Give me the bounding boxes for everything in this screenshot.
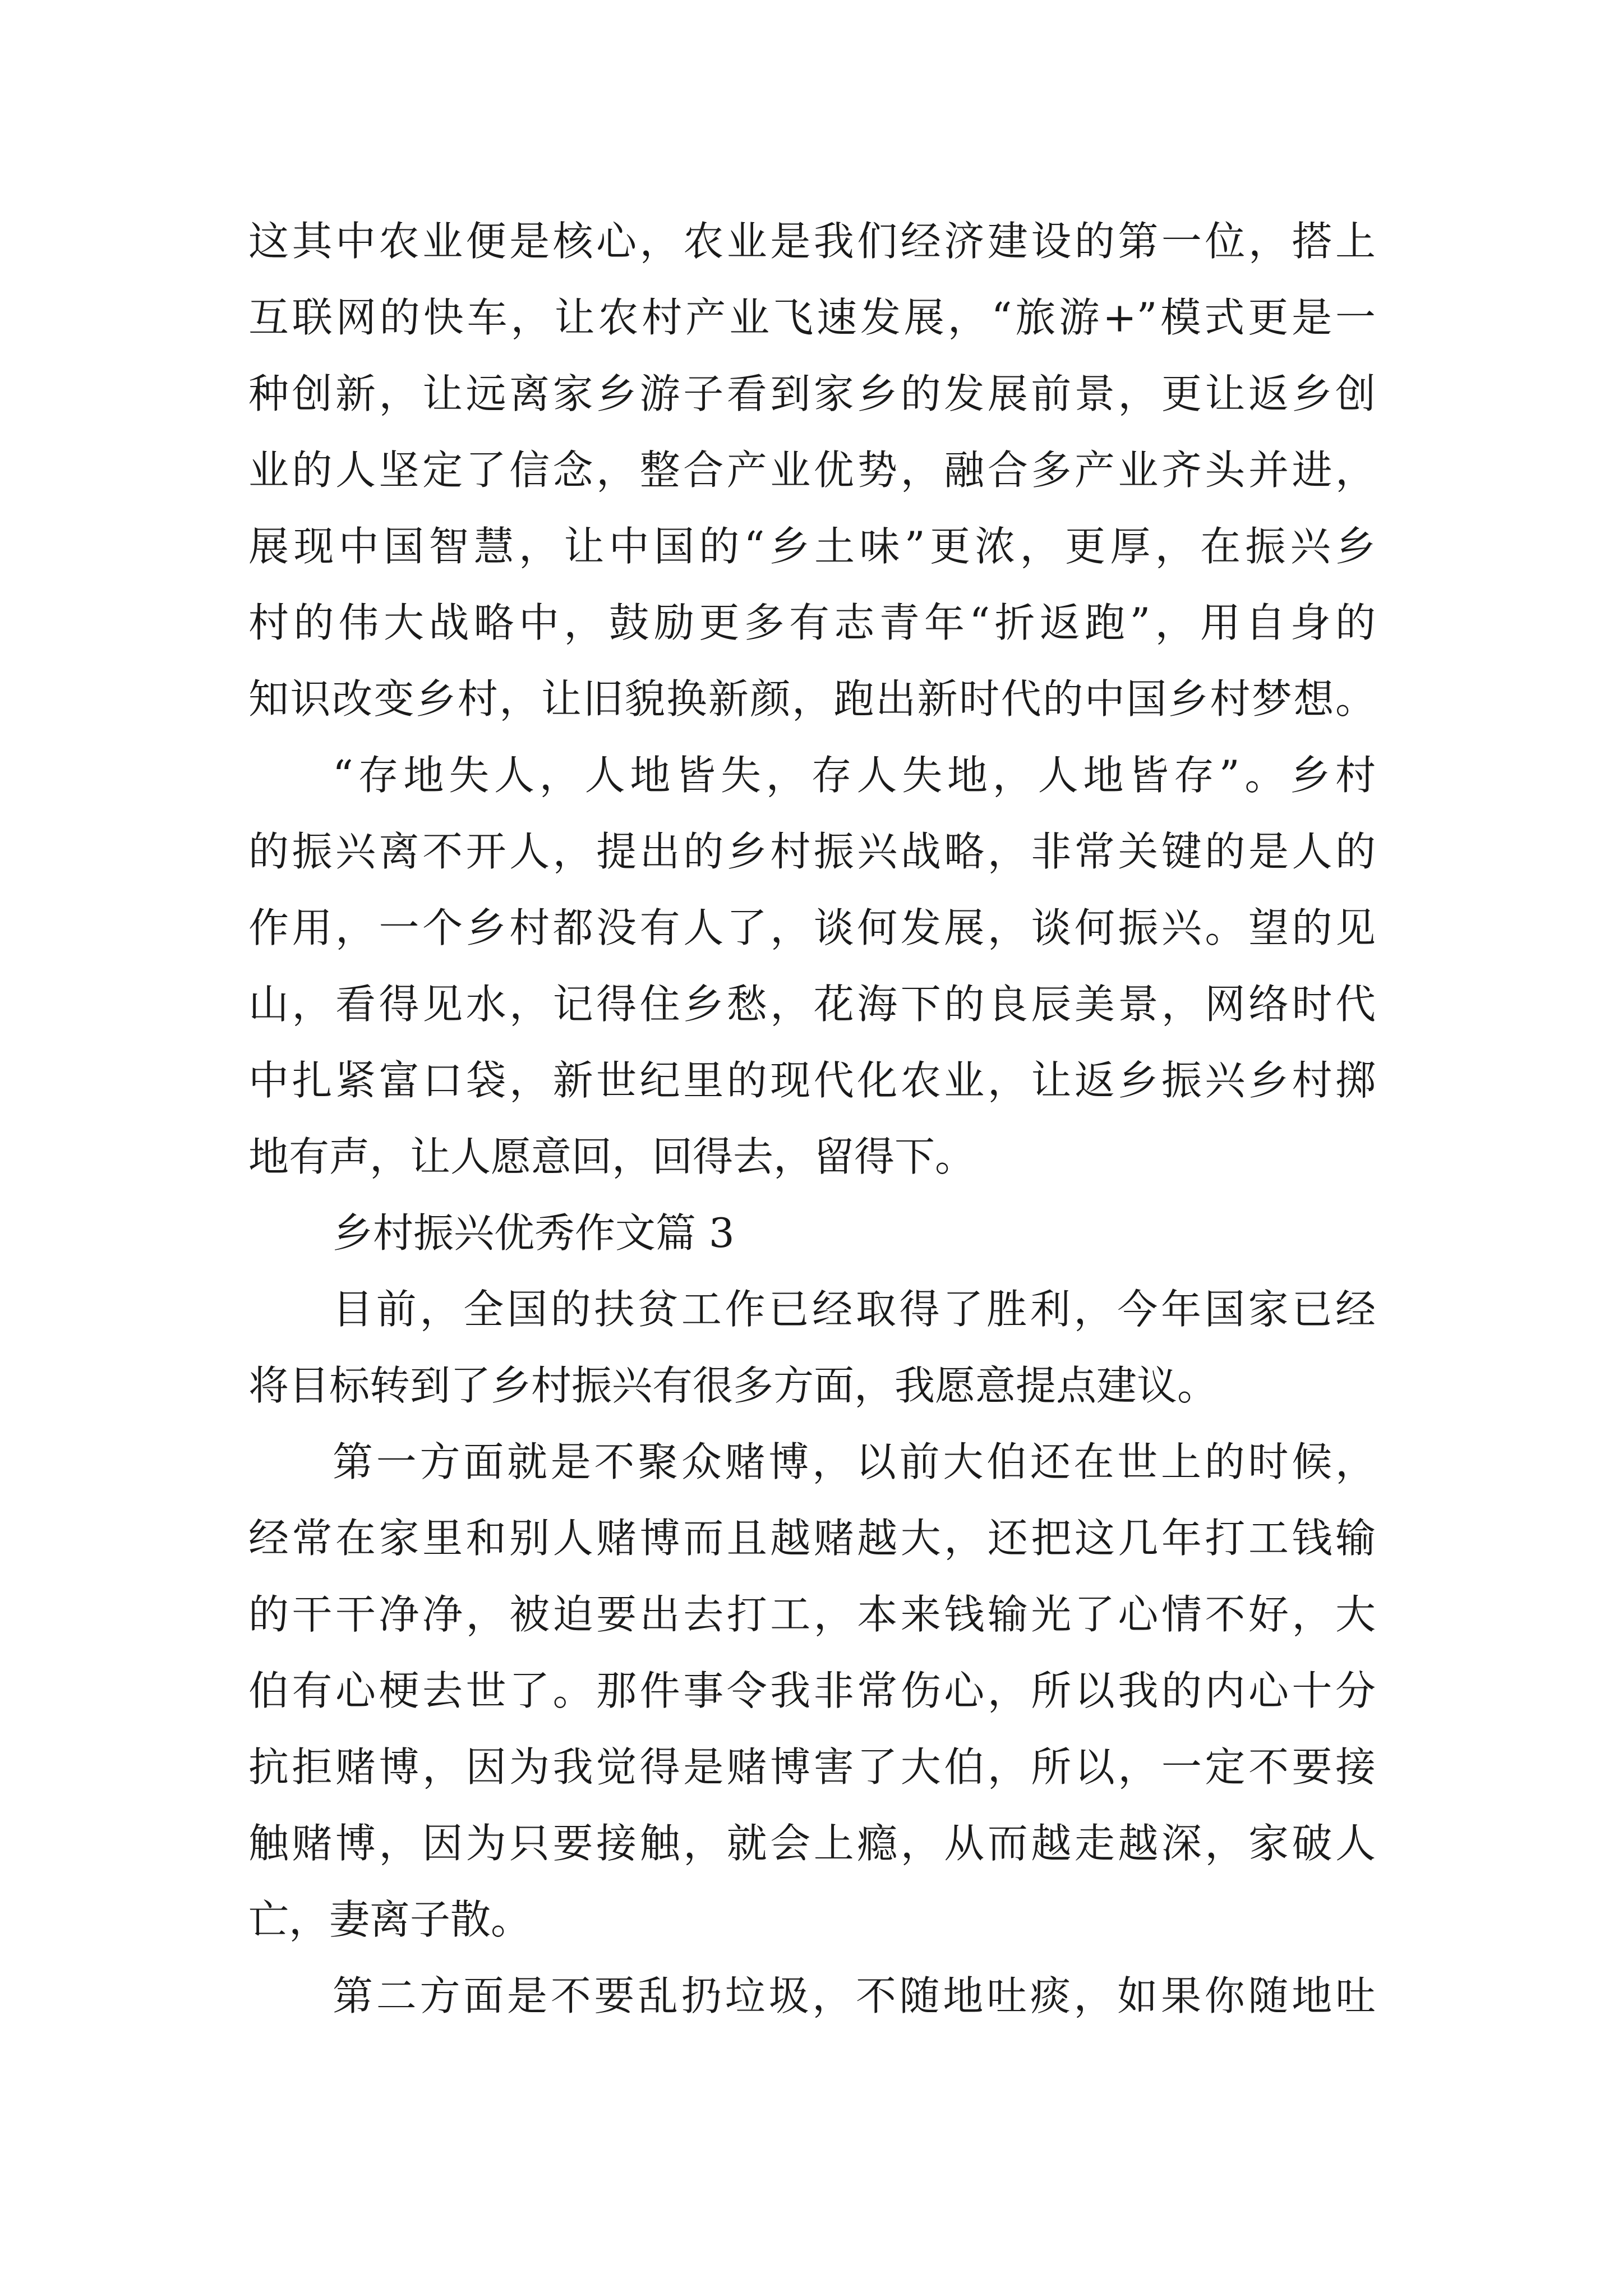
- text-line: 知识改变乡村，让旧貌换新颜，跑出新时代的中国乡村梦想。: [248, 675, 1376, 723]
- text-line: 将目标转到了乡村振兴有很多方面，我愿意提点建议。: [248, 1362, 1218, 1409]
- text-line: 目前，全国的扶贫工作已经取得了胜利，今年国家已经: [333, 1286, 1376, 1333]
- text-line: 这其中农业便是核心，农业是我们经济建设的第一位，搭上: [248, 218, 1376, 265]
- text-line: 经常在家里和别人赌博而且越赌越大，还把这几年打工钱输: [248, 1515, 1376, 1562]
- text-line: 作用，一个乡村都没有人了，谈何发展，谈何振兴。望的见: [248, 904, 1376, 951]
- text-line: 的振兴离不开人，提出的乡村振兴战略，非常关键的是人的: [248, 828, 1376, 875]
- text-line: 种创新，让远离家乡游子看到家乡的发展前景，更让返乡创: [248, 370, 1376, 417]
- text-line: 互联网的快车，让农村产业飞速发展，“旅游+”模式更是一: [248, 294, 1376, 341]
- text-line: 亡，妻离子散。: [248, 1896, 532, 1943]
- text-line: 业的人坚定了信念，整合产业优势，融合多产业齐头并进，: [248, 447, 1376, 494]
- text-line: 地有声，让人愿意回，回得去，留得下。: [248, 1133, 976, 1180]
- text-line: 中扎紧富口袋，新世纪里的现代化农业，让返乡振兴乡村掷: [248, 1057, 1376, 1104]
- text-line: 的干干净净，被迫要出去打工，本来钱输光了心情不好，大: [248, 1591, 1376, 1638]
- text-line: 第二方面是不要乱扔垃圾，不随地吐痰，如果你随地吐: [333, 1972, 1376, 2019]
- text-line: 触赌博，因为只要接触，就会上瘾，从而越走越深，家破人: [248, 1820, 1376, 1867]
- text-line: 展现中国智慧，让中国的“乡土味”更浓，更厚，在振兴乡: [248, 523, 1376, 570]
- text-line: 伯有心梗去世了。那件事令我非常伤心，所以我的内心十分: [248, 1667, 1376, 1714]
- text-line: 山，看得见水，记得住乡愁，花海下的良辰美景，网络时代: [248, 981, 1376, 1028]
- text-line: 抗拒赌博，因为我觉得是赌博害了大伯，所以，一定不要接: [248, 1743, 1376, 1791]
- text-line: 第一方面就是不聚众赌博，以前大伯还在世上的时候，: [333, 1438, 1376, 1485]
- text-line: 村的伟大战略中，鼓励更多有志青年“折返跑”，用自身的: [248, 599, 1376, 646]
- body-text: [248, 203, 1376, 2034]
- text-line: 乡村振兴优秀作文篇 3: [333, 1209, 735, 1257]
- text-line: “存地失人，人地皆失，存人失地，人地皆存”。乡村: [333, 752, 1376, 799]
